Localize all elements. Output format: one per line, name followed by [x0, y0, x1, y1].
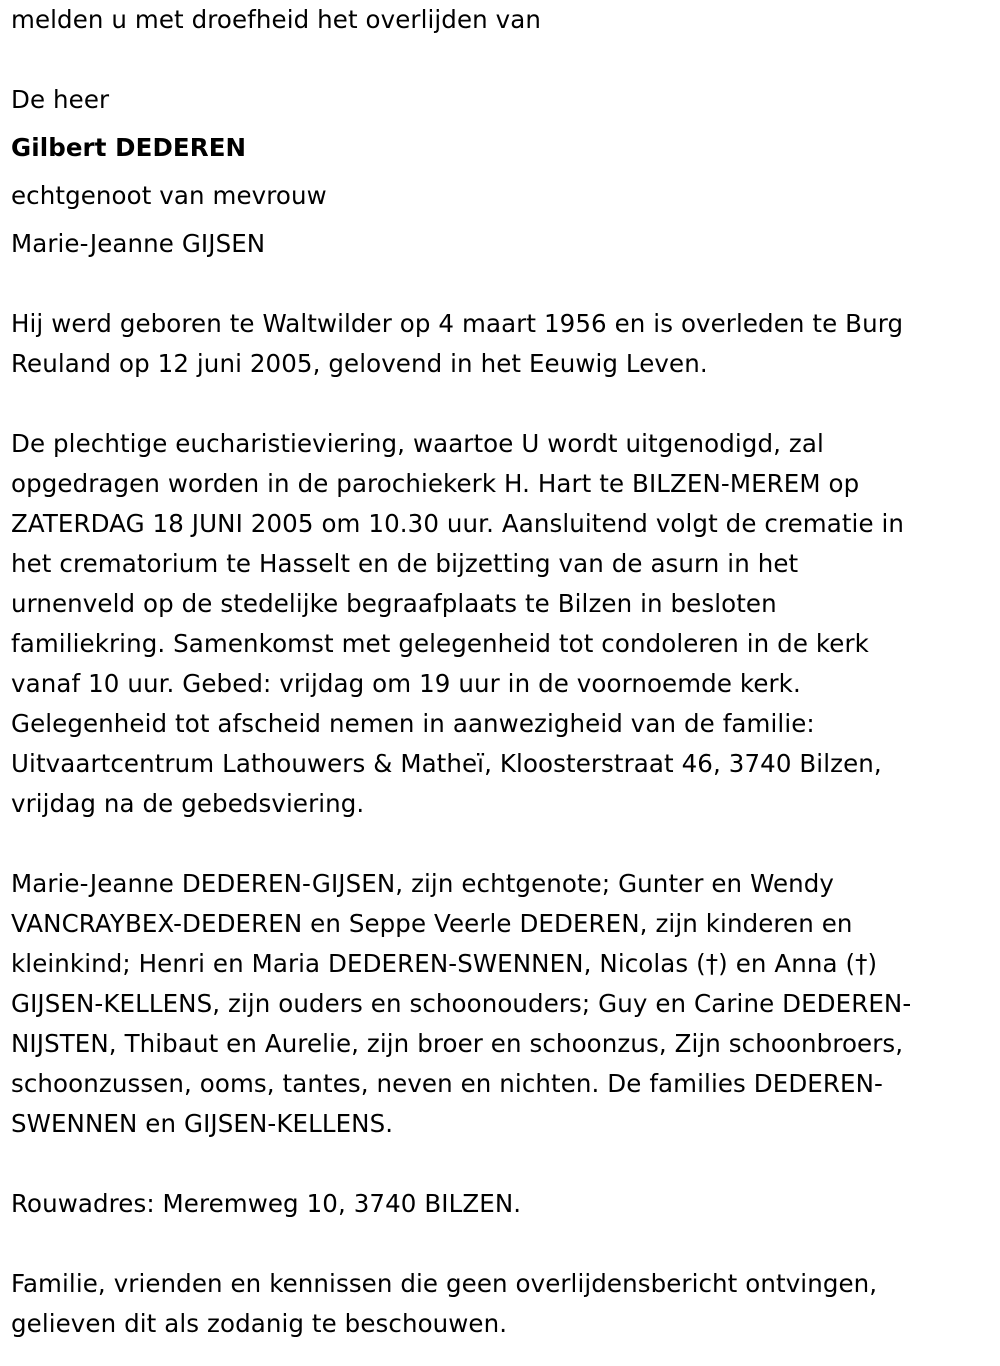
spacer: [11, 824, 991, 864]
paragraph-line: Reuland op 12 juni 2005, gelovend in het Eeuwig Leven.: [11, 349, 708, 378]
paragraph-line: NIJSTEN, Thibaut en Aurelie, zijn broer en schoonzus, Zijn schoonbroers,: [11, 1029, 904, 1058]
spacer: [11, 272, 991, 304]
paragraph-line: SWENNEN en GIJSEN-KELLENS.: [11, 1109, 394, 1138]
paragraph-line: opgedragen worden in de parochiekerk H. Hart te BILZEN-MEREM op: [11, 469, 860, 498]
paragraph-line: Gelegenheid tot afscheid nemen in aanwezigheid van de familie:: [11, 709, 815, 738]
paragraph-line: De plechtige eucharistieviering, waartoe U wordt uitgenodigd, zal: [11, 429, 824, 458]
relation-text: echtgenoot van mevrouw: [11, 181, 327, 210]
spacer: [11, 384, 991, 424]
paragraph-line: Uitvaartcentrum Lathouwers & Matheï, Kloosterstraat 46, 3740 Bilzen,: [11, 749, 882, 778]
family-paragraph: [11, 864, 991, 1144]
intro-line: melden u met droefheid het overlijden van: [11, 5, 541, 34]
paragraph-line: schoonzussen, ooms, tantes, neven en nichten. De families DEDEREN-: [11, 1069, 883, 1098]
paragraph-line: ZATERDAG 18 JUNI 2005 om 10.30 uur. Aansluitend volgt de crematie in: [11, 509, 905, 538]
paragraph-line: vrijdag na de gebedsviering.: [11, 789, 365, 818]
paragraph-line: kleinkind; Henri en Maria DEDEREN-SWENNEN, Nicolas (†) en Anna (†): [11, 949, 878, 978]
spacer: [11, 1224, 991, 1264]
birth-death-paragraph: [11, 304, 991, 384]
paragraph-line: vanaf 10 uur. Gebed: vrijdag om 19 uur in de voornoemde kerk.: [11, 669, 801, 698]
person-title: De heer: [11, 85, 110, 114]
paragraph-line: GIJSEN-KELLENS, zijn ouders en schoonouders; Guy en Carine DEDEREN-: [11, 989, 912, 1018]
spouse-name: Marie-Jeanne GIJSEN: [11, 229, 266, 258]
spacer: [11, 1144, 991, 1184]
paragraph-line: Familie, vrienden en kennissen die geen overlijdensbericht ontvingen,: [11, 1269, 878, 1298]
closing-paragraph: [11, 1264, 991, 1344]
paragraph-line: gelieven dit als zodanig te beschouwen.: [11, 1309, 508, 1338]
paragraph-line: urnenveld op de stedelijke begraafplaats te Bilzen in besloten: [11, 589, 777, 618]
deceased-name: Gilbert DEDEREN: [11, 133, 247, 162]
paragraph-line: VANCRAYBEX-DEDEREN en Seppe Veerle DEDEREN, zijn kinderen en: [11, 909, 853, 938]
paragraph-line: Marie-Jeanne DEDEREN-GIJSEN, zijn echtgenote; Gunter en Wendy: [11, 869, 835, 898]
mourning-address: Rouwadres: Meremweg 10, 3740 BILZEN.: [11, 1189, 522, 1218]
ceremony-paragraph: [11, 424, 991, 824]
obituary-document: [11, 0, 991, 1344]
paragraph-line: Hij werd geboren te Waltwilder op 4 maart 1956 en is overleden te Burg: [11, 309, 904, 338]
spacer: [11, 40, 991, 80]
paragraph-line: familiekring. Samenkomst met gelegenheid tot condoleren in de kerk: [11, 629, 869, 658]
paragraph-line: het crematorium te Hasselt en de bijzetting van de asurn in het: [11, 549, 799, 578]
